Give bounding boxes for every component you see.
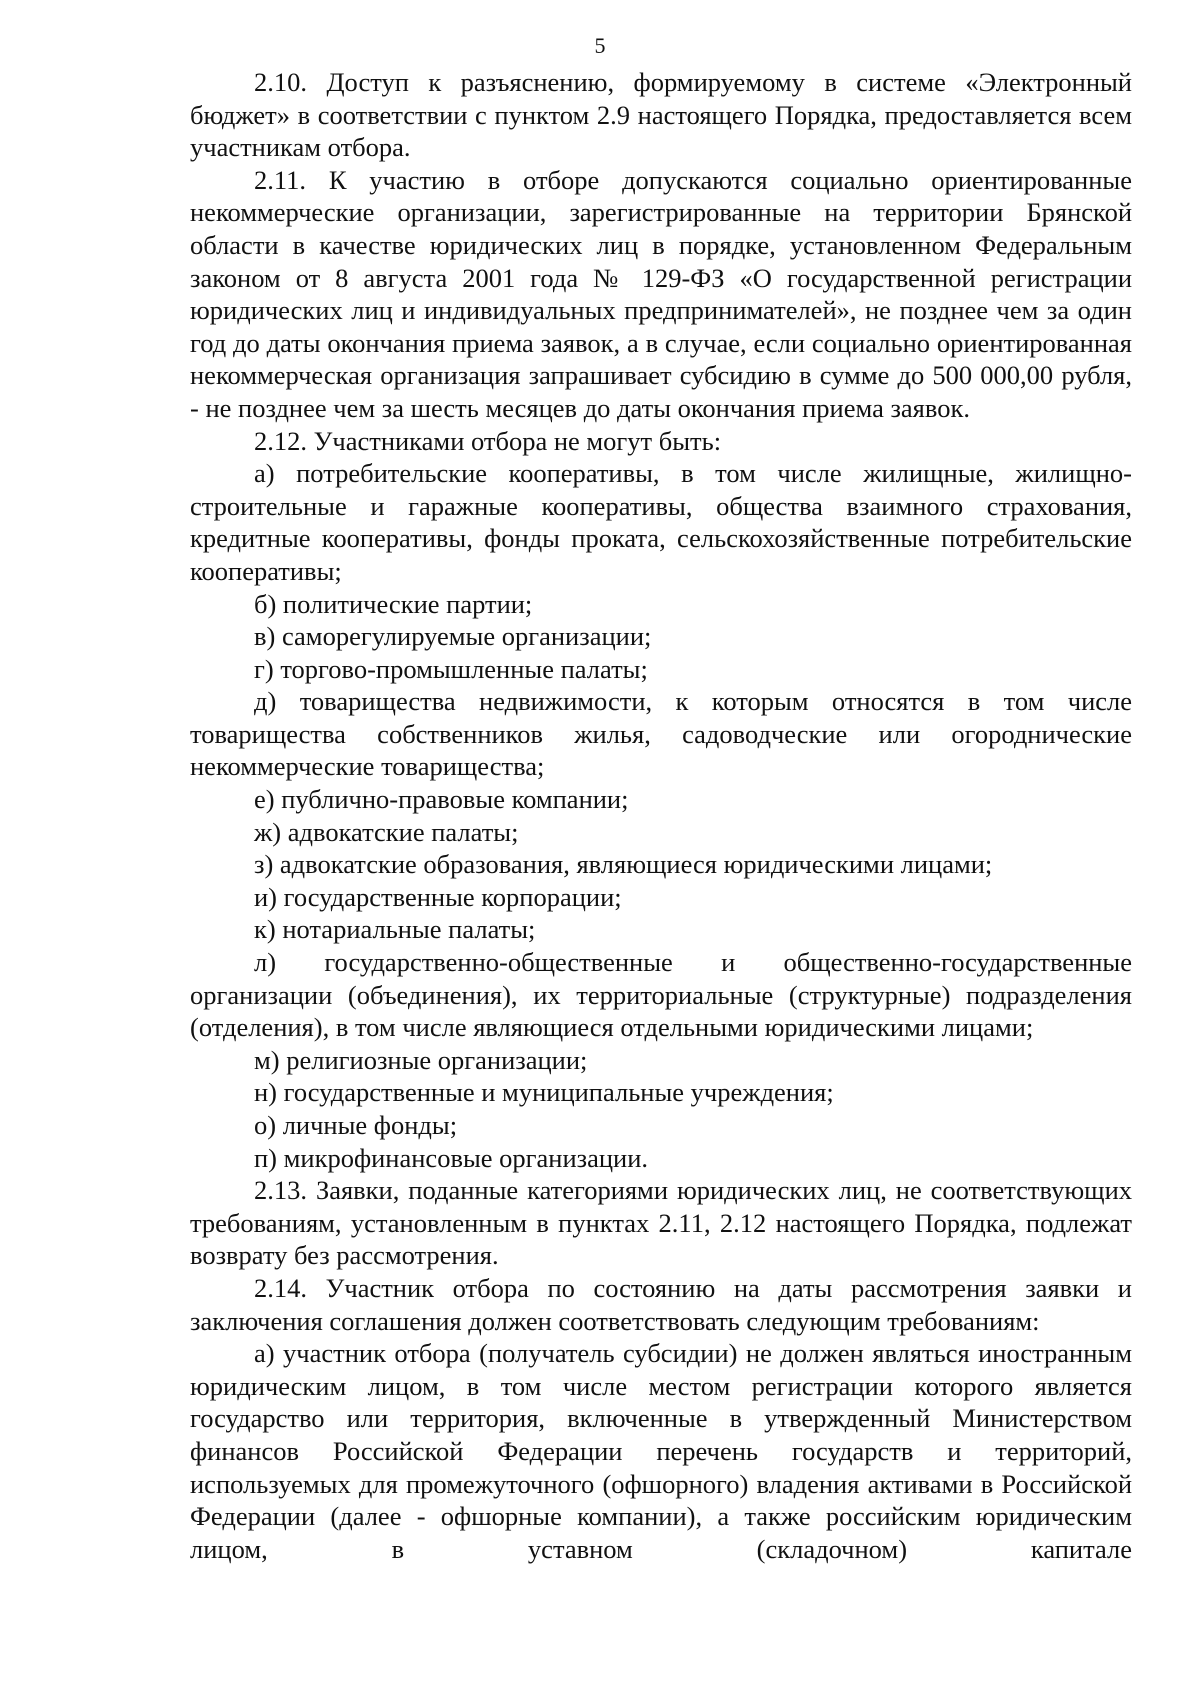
paragraph-2-10: 2.10. Доступ к разъяснению, формируемому в системе «Электронный бюджет» в соответствии с пунктом 2.9 настоящего Порядка, предоставляется всем участникам отбора. [190, 67, 1132, 163]
list-item-b: б) политические партии; [254, 588, 533, 619]
list-item-i: и) государственные корпорации; [254, 881, 622, 912]
document-body [190, 66, 1132, 1565]
list-item-m: м) религиозные организации; [254, 1044, 588, 1075]
list-item-l: л) государственно-общественные и общественно-государственные организации (объединения), их территориальные (структурные) подразделения (отделения), в том числе являющиеся отдельными юридическими лицами; [190, 947, 1132, 1043]
page-number: 5 [594, 33, 606, 58]
list-item-o: о) личные фонды; [254, 1110, 458, 1140]
list-item-zh: ж) адвокатские палаты; [254, 816, 519, 847]
list-item-a: а) потребительские кооперативы, в том числе жилищные, жилищно-строительные и гаражные кооперативы, общества взаимного страхования, кредитные кооперативы, фонды проката, сельскохозяйственные потребительские кооперативы; [190, 458, 1132, 586]
list-item-v: в) саморегулируемые организации; [254, 621, 652, 652]
list-item-p: п) микрофинансовые организации. [254, 1142, 649, 1173]
list-item-e: е) публично-правовые компании; [254, 784, 629, 815]
paragraph-2-14: 2.14. Участник отбора по состоянию на даты рассмотрения заявки и заключения соглашения должен соответствовать следующим требованиям: [190, 1272, 1132, 1336]
list-item-z: з) адвокатские образования, являющиеся юридическими лицами; [254, 849, 993, 880]
paragraph-2-11: 2.11. К участию в отборе допускаются социально ориентированные некоммерческие организации, зарегистрированные на территории Брянской области в качестве юридических лиц в порядке, установленном Федеральным законом от 8 августа 2001 года № 129-ФЗ «О государственной регистрации юридических лиц и индивидуальных предпринимателей», не позднее чем за один год до даты окончания приема заявок, а в случае, если социально ориентированная некоммерческая организация запрашивает субсидию в сумме до 500 000,00 рубля, - не позднее чем за шесть месяцев до даты окончания приема заявок. [190, 164, 1132, 423]
list-item-g: г) торгово-промышленные палаты; [254, 653, 648, 684]
requirement-item-a: а) участник отбора (получатель субсидии) не должен являться иностранным юридическим лицом, в том числе местом регистрации которого является государство или территория, включенные в утвержденный Министерством финансов Российской Федерации перечень государств и территорий, используемых для промежуточного (офшорного) владения активами в Российской Федерации (далее - офшорные компании), а также российским юридическим лицом, в уставном (складочном) капитале [190, 1338, 1132, 1564]
list-item-d: д) товарищества недвижимости, к которым относятся в том числе товарищества собственников жилья, садоводческие или огороднические некоммерческие товарищества; [190, 686, 1132, 782]
paragraph-2-13: 2.13. Заявки, поданные категориями юридических лиц, не соответствующих требованиям, установленным в пунктах 2.11, 2.12 настоящего Порядка, подлежат возврату без рассмотрения. [190, 1175, 1132, 1271]
list-item-n: н) государственные и муниципальные учреждения; [254, 1077, 834, 1108]
list-item-k: к) нотариальные палаты; [254, 914, 536, 945]
paragraph-2-12: 2.12. Участниками отбора не могут быть: [254, 425, 722, 456]
